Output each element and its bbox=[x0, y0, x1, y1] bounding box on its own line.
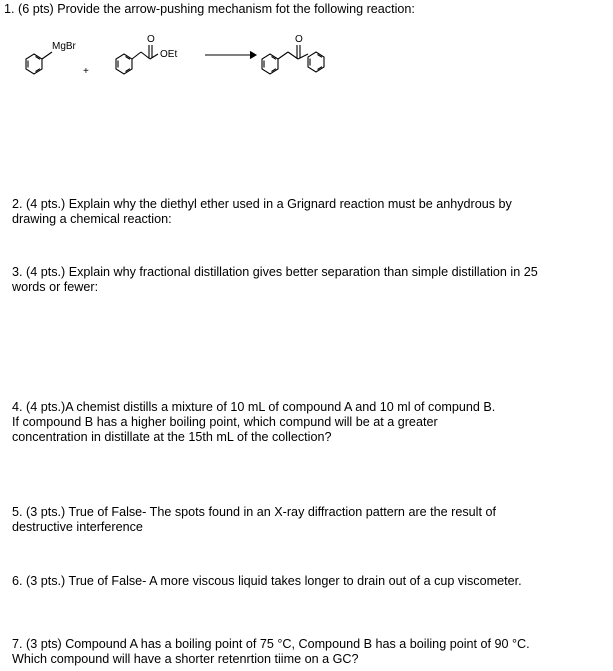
question-5 bbox=[12, 505, 602, 535]
mgbr-label: MgBr bbox=[52, 41, 76, 52]
question-2-line-1: 2. (4 pts.) Explain why the diethyl ether used in a Grignard reaction must be anhydrous by bbox=[12, 197, 512, 211]
reaction-arrow bbox=[205, 52, 256, 59]
question-3-line-2: words or fewer: bbox=[12, 280, 99, 294]
question-4-line-1: 4. (4 pts.)A chemist distills a mixture of 10 mL of compound A and 10 ml of compund B. bbox=[12, 400, 496, 414]
plus-sign: + bbox=[83, 66, 89, 77]
reaction-scheme bbox=[0, 14, 613, 84]
reagent-2-oxygen: O bbox=[147, 34, 155, 45]
product-molecule bbox=[262, 45, 324, 74]
question-4-line-3: concentration in distillate at the 15th mL of the collection? bbox=[12, 430, 332, 444]
question-7 bbox=[12, 637, 602, 667]
question-1-line-1: 1. (6 pts) Provide the arrow-pushing mechanism fot the following reaction: bbox=[4, 2, 415, 16]
question-2-line-2: drawing a chemical reaction: bbox=[12, 212, 172, 226]
question-5-line-2: destructive interference bbox=[12, 520, 143, 534]
c-mg-bond bbox=[42, 52, 52, 59]
question-2 bbox=[12, 197, 602, 227]
question-4 bbox=[12, 400, 602, 445]
question-4-line-2: If compound B has a higher boiling point, which compund will be at a greater bbox=[12, 415, 438, 429]
question-7-line-1: 7. (3 pts) Compound A has a boiling point of 75 °C, Compound B has a boiling point of 90 °C. bbox=[12, 637, 530, 651]
question-7-line-2: Which compound will have a shorter retenrtion tiime on a GC? bbox=[12, 652, 359, 666]
question-6-line-1: 6. (3 pts.) True of False- A more viscous liquid takes longer to drain out of a cup viscometer. bbox=[12, 574, 522, 588]
question-5-line-1: 5. (3 pts.) True of False- The spots found in an X-ray diffraction pattern are the result of bbox=[12, 505, 496, 519]
product-oxygen: O bbox=[295, 34, 303, 45]
question-3-line-1: 3. (4 pts.) Explain why fractional distillation gives better separation than simple distillation in 25 bbox=[12, 265, 538, 279]
phenyl-ring-reagent-2 bbox=[116, 45, 158, 74]
question-3 bbox=[12, 265, 602, 295]
question-6 bbox=[12, 574, 602, 589]
oet-label: OEt bbox=[160, 49, 178, 60]
phenyl-ring-reagent-1 bbox=[26, 52, 52, 74]
